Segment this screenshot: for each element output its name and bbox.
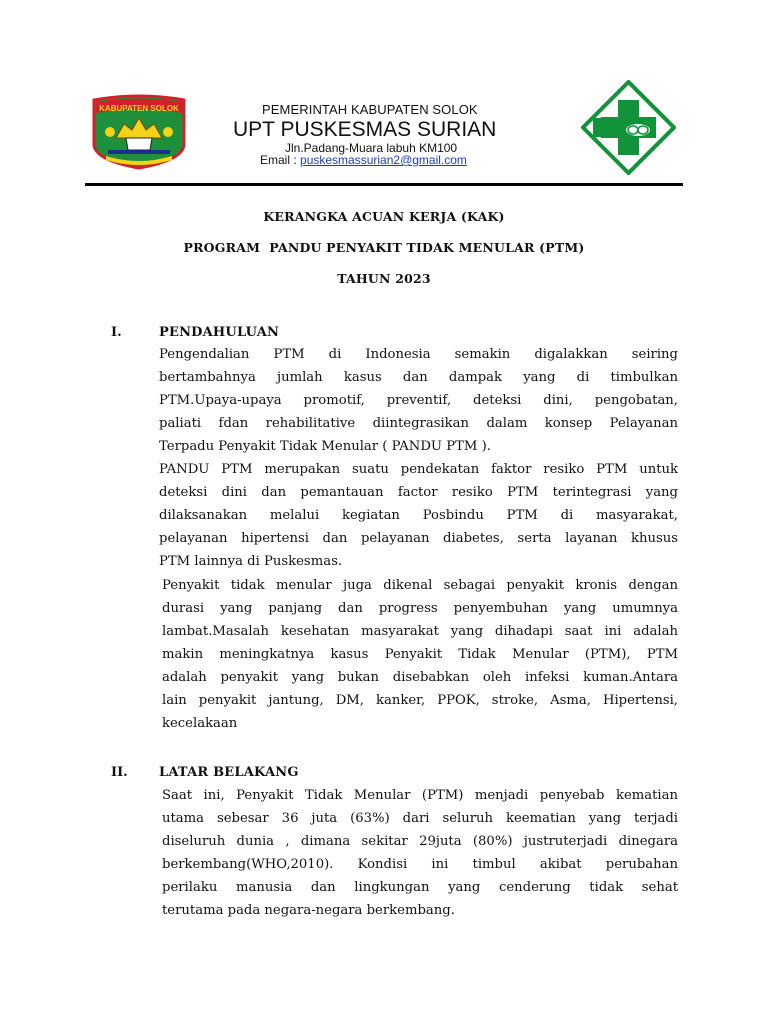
text-line: dilaksanakan melalui kegiatan Posbindu PTM di masyarakat, [159, 508, 678, 523]
puskesmas-logo-icon [581, 80, 676, 175]
email-link[interactable]: puskesmassurian2@gmail.com [300, 153, 467, 167]
text-line: berkembang(WHO,2010). Kondisi ini timbul akibat perubahan [162, 857, 678, 872]
doc-year: TAHUN 2023 [337, 271, 431, 286]
text-line: bertambahnya jumlah kasus dan dampak yang di timbulkan [159, 370, 678, 385]
section-number: II. [111, 765, 128, 780]
paragraph [159, 343, 678, 458]
letterhead-divider [85, 183, 683, 186]
kabupaten-solok-emblem-icon [90, 94, 188, 170]
paragraph [159, 784, 678, 922]
text-line: PANDU PTM merupakan suatu pendekatan faktor resiko PTM untuk [159, 462, 678, 477]
paragraph [159, 458, 678, 573]
text-line: kecelakaan [162, 716, 238, 731]
text-line: lambat.Masalah kesehatan masyarakat yang dihadapi saat ini adalah [162, 624, 678, 639]
email-line [260, 153, 467, 167]
text-line: pelayanan hipertensi dan pelayanan diabetes, serta layanan khusus [159, 531, 678, 546]
svg-text:KABUPATEN SOLOK: KABUPATEN SOLOK [99, 104, 179, 113]
address: Jln.Padang-Muara labuh KM100 [285, 141, 458, 155]
text-line: terutama pada negara-negara berkembang. [162, 903, 455, 918]
text-line: PTM.Upaya-upaya promotif, preventif, deteksi dini, pengobatan, [159, 393, 678, 408]
text-line: Saat ini, Penyakit Tidak Menular (PTM) menjadi penyebab kematian [162, 788, 678, 803]
text-line: Penyakit tidak menular juga dikenal sebagai penyakit kronis dengan [162, 578, 678, 593]
text-line: adalah penyakit yang bukan disebabkan oleh infeksi kuman.Antara [162, 670, 678, 685]
text-line: utama sebesar 36 juta (63%) dari seluruh keematian yang terjadi [162, 811, 678, 826]
section-heading: LATAR BELAKANG [159, 765, 299, 780]
paragraph [159, 574, 678, 735]
text-line: diseluruh dunia , dimana sekitar 29juta (80%) justruterjadi dinegara [162, 834, 678, 849]
text-line: deteksi dini dan pemantauan factor resiko PTM terintegrasi yang [159, 485, 678, 500]
text-line: Terpadu Penyakit Tidak Menular ( PANDU PTM ). [159, 439, 491, 454]
doc-subtitle: PROGRAM PANDU PENYAKIT TIDAK MENULAR (PTM) [183, 240, 585, 255]
text-line: makin meningkatnya kasus Penyakit Tidak Menular (PTM), PTM [162, 647, 678, 662]
institution-name: UPT PUSKESMAS SURIAN [233, 118, 497, 141]
email-label: Email : [260, 153, 301, 167]
section-heading: PENDAHULUAN [159, 325, 280, 340]
government-name: PEMERINTAH KABUPATEN SOLOK [262, 102, 478, 117]
text-line: PTM lainnya di Puskesmas. [159, 554, 343, 569]
section-number: I. [111, 325, 122, 340]
text-line: durasi yang panjang dan progress penyembuhan yang umumnya [162, 601, 678, 616]
text-line: perilaku manusia dan lingkungan yang cenderung tidak sehat [162, 880, 678, 895]
text-line: paliati fdan rehabilitative diintegrasikan dalam konsep Pelayanan [159, 416, 678, 431]
text-line: lain penyakit jantung, DM, kanker, PPOK, stroke, Asma, Hipertensi, [162, 693, 678, 708]
text-line: Pengendalian PTM di Indonesia semakin digalakkan seiring [159, 347, 678, 362]
doc-title: KERANGKA ACUAN KERJA (KAK) [263, 209, 505, 224]
